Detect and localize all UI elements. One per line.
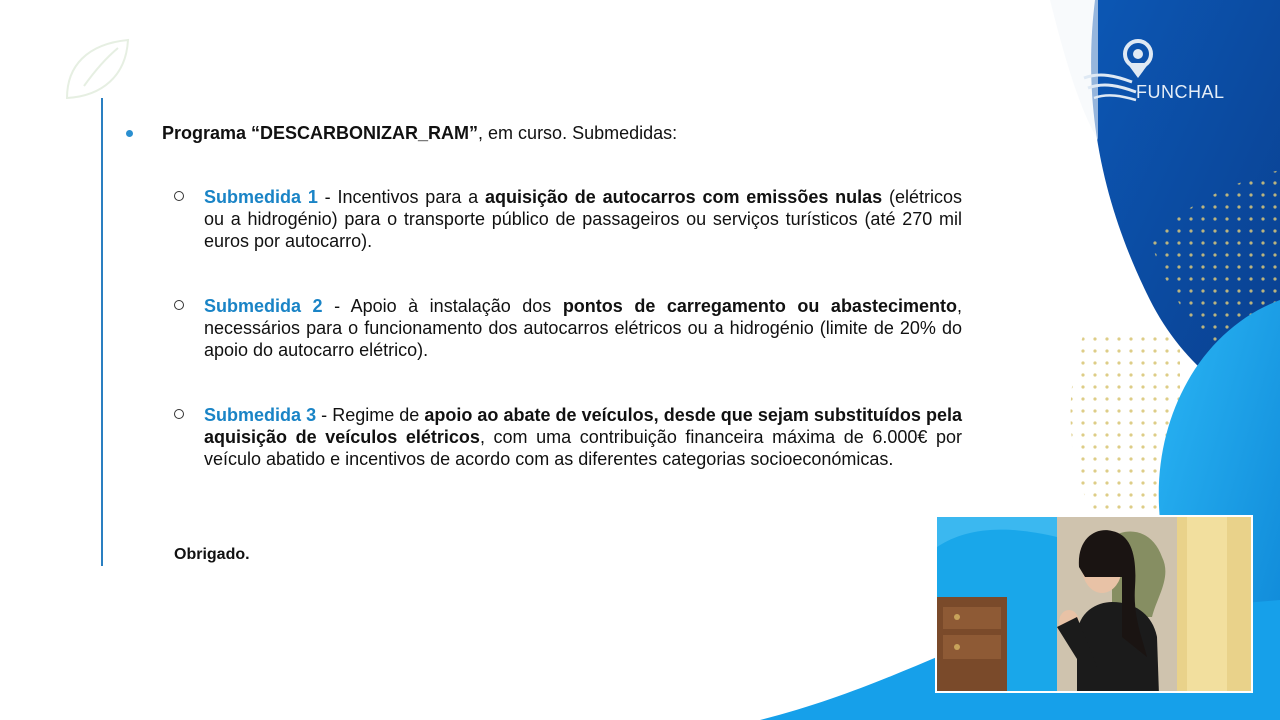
submeasure-1-title: Submedida 1 (204, 187, 318, 207)
circle-bullet-icon (174, 409, 184, 419)
submeasure-2-title: Submedida 2 (204, 296, 323, 316)
submeasure-2-text-b: , necessários para o funcionamento dos autocarros elétricos ou a hidrogénio (limite de 20% do apoio do autocarro elétrico). (204, 296, 962, 360)
vertical-divider (101, 98, 103, 566)
interpreter-person-icon (937, 517, 1253, 693)
main-bullet-rest: , em curso. Submedidas: (478, 123, 678, 143)
circle-bullet-icon (174, 300, 184, 310)
submeasure-1-text (204, 186, 962, 252)
logo-text: FUNCHAL (1136, 82, 1225, 102)
submeasure-2-text (204, 295, 962, 361)
thanks-text: Obrigado. (174, 546, 250, 563)
leaf-icon (62, 36, 132, 102)
main-bullet-text (162, 122, 677, 144)
submeasure-1-text-b: (elétricos ou a hidrogénio) para o transporte público de passageiros ou serviços turísticos (até 270 mil euros por autocarro). (204, 187, 962, 251)
sign-language-video[interactable] (935, 515, 1253, 693)
submeasure-1-highlight: aquisição de autocarros com emissões nulas (484, 187, 883, 207)
submeasure-2-highlight: pontos de carregamento ou abastecimento (562, 296, 957, 316)
submeasure-3-text (204, 404, 962, 470)
submeasure-1-text-a: - Incentivos para a (317, 187, 485, 207)
submeasure-2-text-a: - Apoio à instalação dos (322, 296, 563, 316)
submeasure-3-title: Submedida 3 (204, 405, 317, 425)
bullet-dot-icon (126, 130, 133, 137)
circle-bullet-icon (174, 191, 184, 201)
submeasure-3-text-a: - Regime de (316, 405, 425, 425)
submeasure-3-text-b: , com uma contribuição financeira máxima de 6.000€ por veículo abatido e incentivos de acordo com as diferentes categorias socioeconómicas. (204, 427, 963, 469)
program-name: Programa “DESCARBONIZAR_RAM” (162, 123, 479, 143)
submeasure-3-highlight: apoio ao abate de veículos, desde que sejam substituídos pela aquisição de veículos elétricos (204, 405, 963, 447)
